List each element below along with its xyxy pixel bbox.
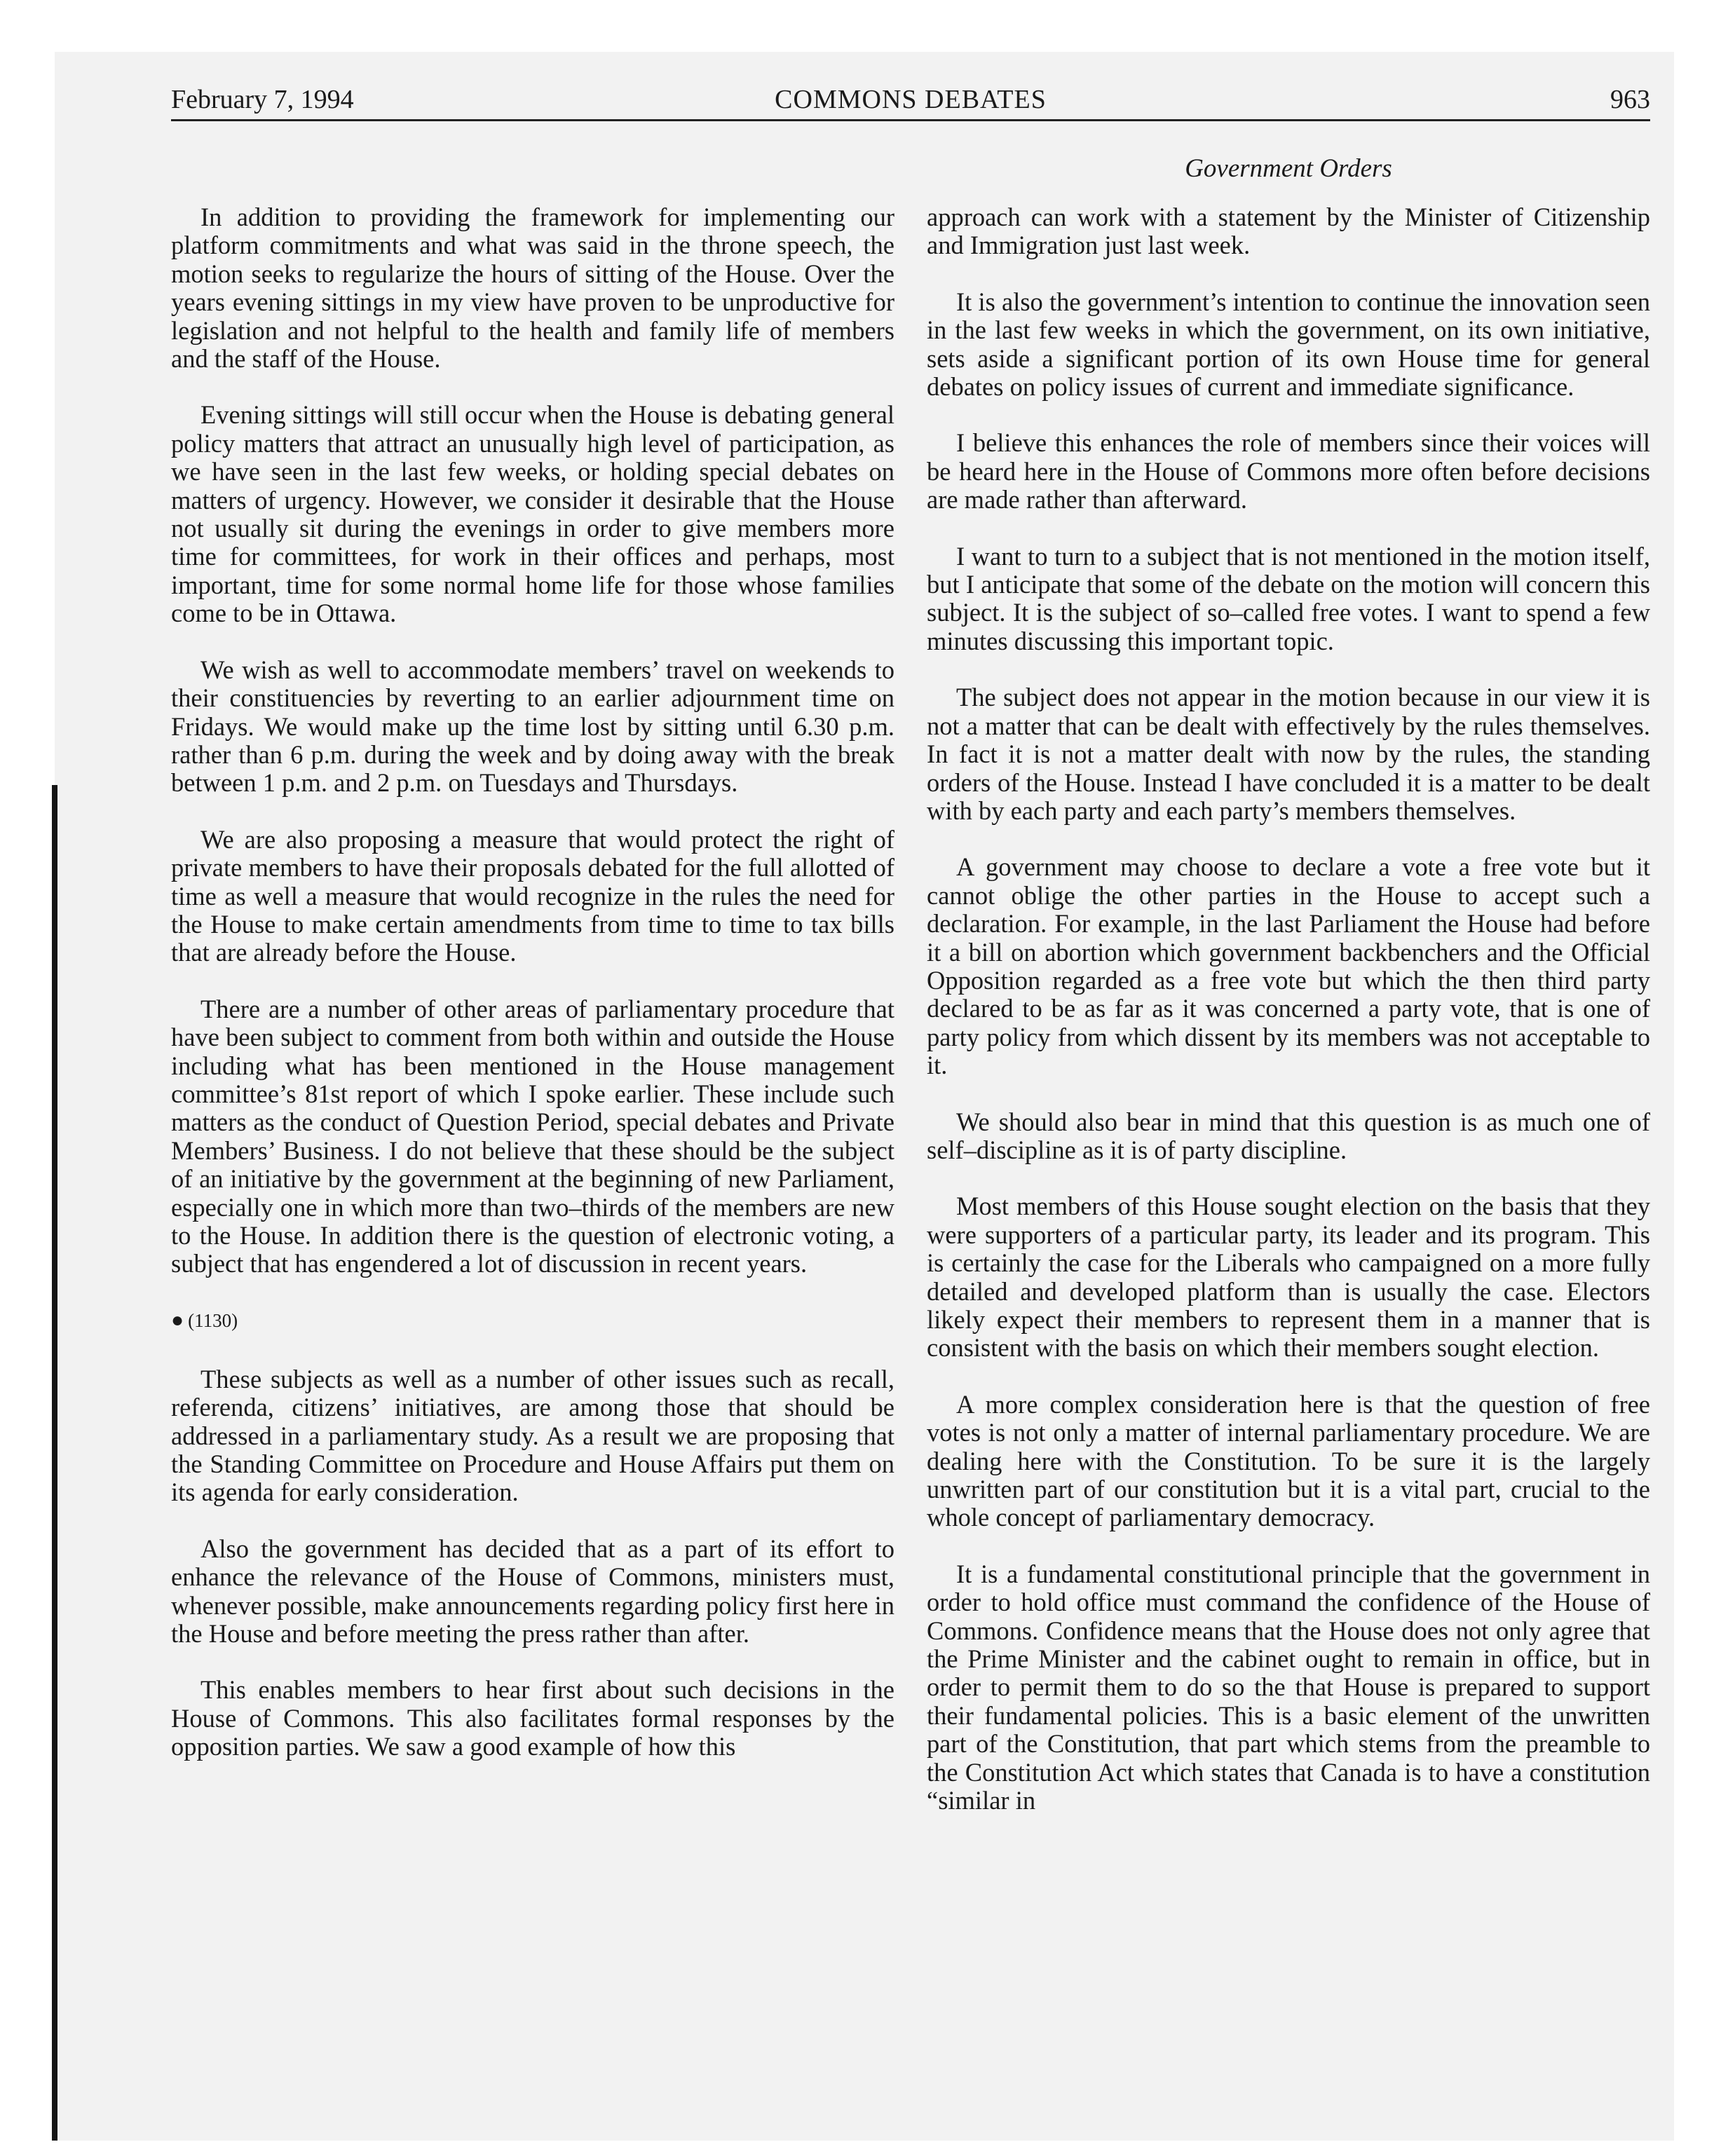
- paragraph: I want to turn to a subject that is not mentioned in the motion itself, but I anticipate that some of the debate on the motion will concern this subject. It is the subject of so–called free votes. I want to spend a few minutes discussing this important topic.: [927, 541, 1650, 655]
- paragraph: This enables members to hear first about such decisions in the House of Commons. This also facilitates formal responses by the opposition parties. We saw a good example of how this: [171, 1675, 894, 1761]
- paragraph: I believe this enhances the role of members since their voices will be heard here in the House of Commons more often before decisions are made rather than afterward.: [927, 428, 1650, 514]
- section-heading: Government Orders: [1185, 154, 1392, 183]
- page-header: [171, 79, 1650, 121]
- page-number: 963: [1610, 85, 1650, 114]
- binding-edge: [52, 785, 57, 2141]
- paragraph: Most members of this House sought election on the basis that they were supporters of a particular party, its leader and its program. This is certainly the case for the Liberals who campaigned on a more fully detailed and developed platform than is usually the case. Electors likely expect their members to represent them in a manner that is consistent with the basis on which their members sought election.: [927, 1192, 1650, 1363]
- paragraph: The subject does not appear in the motion because in our view it is not a matter that can be dealt with effectively by the rules themselves. In fact it is not a matter dealt with now by the rules, the standing orders of the House. Instead I have concluded it is a matter to be dealt with by each party and each party’s members themselves.: [927, 683, 1650, 825]
- paragraph: We should also bear in mind that this question is as much one of self–discipline as it is of party discipline.: [927, 1107, 1650, 1164]
- paragraph: We wish as well to accommodate members’ travel on weekends to their constituencies by reverting to an earlier adjournment time on Fridays. We would make up the time lost by sitting until 6.30 p.m. rather than 6 p.m. during the week and by doing away with the break between 1 p.m. and 2 p.m. on Tuesdays and Thursdays.: [171, 655, 894, 798]
- time-marker-label: (1130): [188, 1309, 238, 1331]
- paragraph: These subjects as well as a number of other issues such as recall, referenda, citizens’ initiatives, are among those that should be addressed in a parliamentary study. As a result we are proposing that the Standing Committee on Procedure and House Affairs put them on its agenda for early consideration.: [171, 1364, 894, 1507]
- paragraph: It is also the government’s intention to continue the innovation seen in the last few weeks in which the government, on its own initiative, sets aside a significant portion of its own House time for general debates on policy issues of current and immediate significance.: [927, 287, 1650, 402]
- paragraph: We are also proposing a measure that would protect the right of private members to have their proposals debated for the full allotted of time as well a measure that would recognize in the rules the need for the House to make certain amendments from time to time to tax bills that are already before the House.: [171, 824, 894, 967]
- paragraph: There are a number of other areas of parliamentary procedure that have been subject to comment from both within and outside the House including what has been mentioned in the House management committee’s 81st report of which I spoke earlier. These include such matters as the conduct of Question Period, special debates and Private Members’ Business. I do not believe that these should be the subject of an initiative by the government at the beginning of new Parliament, especially one in which more than two–thirds of the members are new to the House. In addition there is the question of electronic voting, a subject that has engendered a lot of discussion in recent years.: [171, 994, 894, 1278]
- paragraph: A government may choose to declare a vote a free vote but it cannot oblige the other parties in the House to accept such a declaration. For example, in the last Parliament the House had before it a bill on abortion which government backbenchers and the Official Opposition regarded as a free vote but which the then third party declared to be as far as it was concerned a party vote, that is one of party policy from which dissent by its members was not acceptable to it.: [927, 852, 1650, 1080]
- paragraph: It is a fundamental constitutional principle that the government in order to hold office must command the confidence of the House of Commons. Confidence means that the House does not only agree that the Prime Minister and the cabinet ought to remain in office, but in order to permit them to do so the that House is prepared to support their fundamental policies. This is a basic element of the unwritten part of the Constitution, that part which stems from the preamble to the Constitution Act which states that Canada is to have a constitution “similar in: [927, 1559, 1650, 1815]
- paragraph: approach can work with a statement by the Minister of Citizenship and Immigration just last week.: [927, 203, 1650, 260]
- time-marker: [171, 1306, 894, 1335]
- paragraph: In addition to providing the framework for implementing our platform commitments and what was said in the throne speech, the motion seeks to regularize the hours of sitting of the House. Over the years evening sittings in my view have proven to be unproductive for legislation and not helpful to the health and family life of members and the staff of the House.: [171, 203, 894, 374]
- paragraph: A more complex consideration here is that the question of free votes is not only a matter of internal parliamentary procedure. We are dealing here with the Constitution. To be sure it is the largely unwritten part of our constitution but it is a vital part, crucial to the whole concept of parliamentary democracy.: [927, 1389, 1650, 1532]
- header-rule: [171, 119, 1650, 121]
- header-date: February 7, 1994: [171, 85, 354, 114]
- left-column: [171, 203, 894, 1789]
- paragraph: Also the government has decided that as a part of its effort to enhance the relevance of the House of Commons, ministers must, whenever possible, make announcements regarding policy first here in the House and before meeting the press rather than after.: [171, 1534, 894, 1649]
- right-column: [927, 203, 1650, 1843]
- bullet-icon: ●: [171, 1308, 184, 1332]
- header-title: COMMONS DEBATES: [775, 85, 1047, 114]
- paragraph: Evening sittings will still occur when the House is debating general policy matters that attract an unusually high level of participation, as we have seen in the last few weeks, or holding special debates on matters of urgency. However, we consider it desirable that the House not usually sit during the evenings in order to give members more time for committees, for work in their offices and perhaps, most important, time for some normal home life for those whose families come to be in Ottawa.: [171, 400, 894, 628]
